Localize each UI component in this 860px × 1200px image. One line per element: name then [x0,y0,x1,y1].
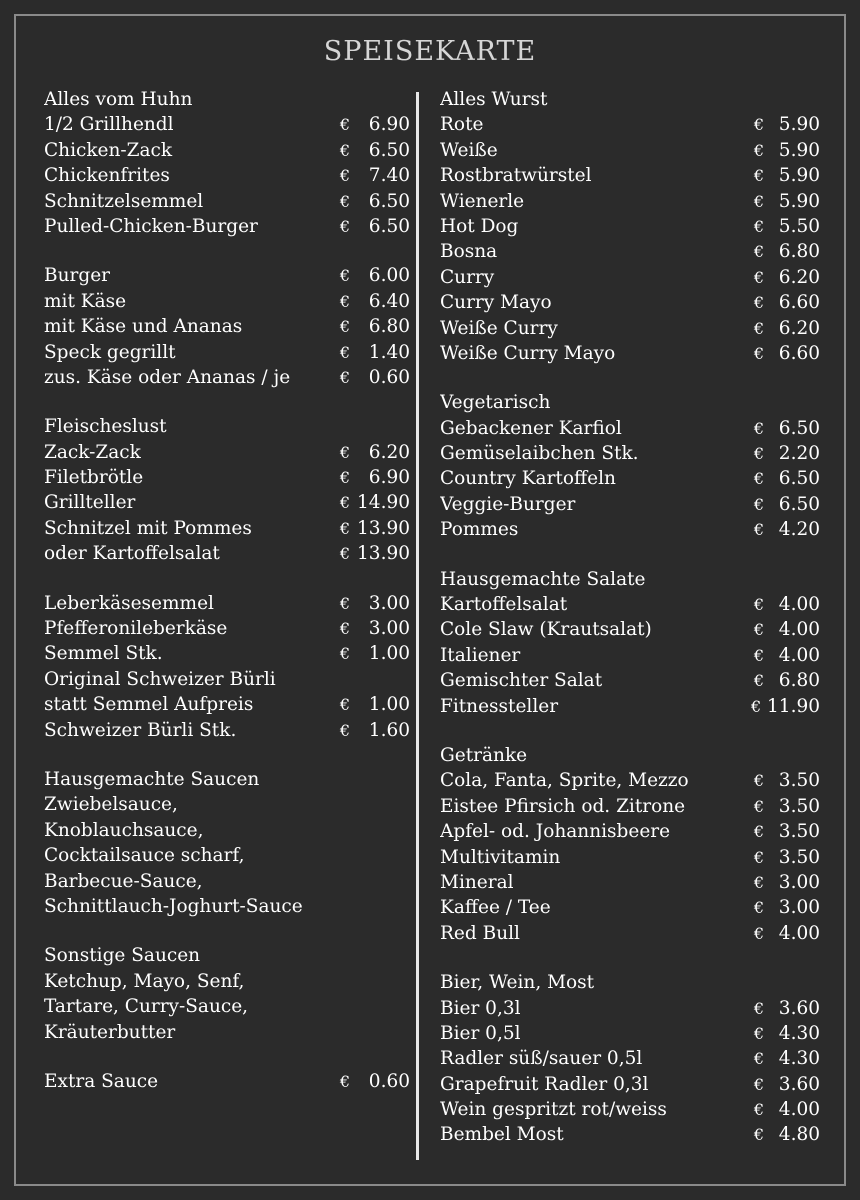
menu-item-name: Grapefruit Radler 0,3l [440,1073,649,1095]
section-heading-label: Fleischeslust [44,416,167,438]
menu-item [44,465,410,490]
menu-item-price: 11.90 [767,695,820,717]
menu-item-name: Gemüselaibchen Stk. [440,443,639,465]
section-heading [440,567,820,592]
currency-symbol: € [753,645,765,665]
menu-section [440,87,820,366]
section-heading [44,414,410,439]
currency-symbol: € [339,468,351,488]
section-heading-label: Getränke [440,744,528,766]
menu-item-price: 1.00 [368,643,410,665]
menu-item [440,1122,820,1147]
menu-item-price: 4.80 [778,1124,820,1146]
menu-item-name: Filetbrötle [44,467,144,489]
menu-item-name: Pommes [440,519,519,541]
currency-symbol: € [753,872,765,892]
menu-item-name: Radler süß/sauer 0,5l [440,1048,643,1070]
section-heading [44,943,410,968]
menu-item [44,490,410,515]
currency-symbol: € [753,1049,765,1069]
menu-item-name: Speck gegrillt [44,341,176,363]
menu-item-price: 4.00 [778,619,820,641]
menu-item [440,1021,820,1046]
currency-symbol: € [753,595,765,615]
menu-section [44,87,410,239]
menu-item [44,214,410,239]
currency-symbol: € [753,216,765,236]
currency-symbol: € [339,695,351,715]
menu-item-name: Wienerle [440,190,525,212]
menu-item-price: 3.50 [778,846,820,868]
currency-symbol: € [339,544,351,564]
menu-item [440,112,820,137]
menu-item-price: 6.50 [368,139,410,161]
menu-item [44,365,410,390]
menu-item-price: 0.60 [368,366,410,388]
menu-item [440,768,820,793]
menu-section [44,263,410,390]
menu-item-price: 6.50 [778,493,820,515]
menu-item-name: statt Semmel Aufpreis [44,694,254,716]
currency-symbol: € [753,796,765,816]
currency-symbol: € [339,342,351,362]
menu-item [440,870,820,895]
menu-item [440,163,820,188]
currency-symbol: € [753,140,765,160]
menu-item [440,341,820,366]
currency-symbol: € [339,115,351,135]
menu-item-price: 6.60 [778,342,820,364]
menu-item-price: 5.90 [778,190,820,212]
currency-symbol: € [753,1074,765,1094]
section-gap [440,543,820,567]
section-heading [44,263,410,288]
menu-item [440,921,820,946]
menu-item-price: 3.50 [778,821,820,843]
menu-item [44,994,410,1019]
menu-item [440,794,820,819]
menu-item [440,617,820,642]
menu-item-name: Schnittlauch-Joghurt-Sauce [44,895,303,917]
menu-item-name: Barbecue-Sauce, [44,870,203,892]
section-heading-label: Burger [44,265,110,287]
currency-symbol: € [339,442,351,462]
menu-item-price: 1.60 [368,719,410,741]
menu-item-name: Cole Slaw (Krautsalat) [440,619,652,641]
menu-item [44,818,410,843]
section-gap [44,567,410,591]
menu-section [440,390,820,542]
menu-item-price: 3.50 [778,795,820,817]
currency-symbol: € [753,520,765,540]
currency-symbol: € [753,418,765,438]
currency-symbol: € [339,720,351,740]
menu-item-price: 1.00 [368,694,410,716]
section-gap [44,1045,410,1069]
section-heading [440,87,820,112]
menu-item [44,692,410,717]
menu-item [440,996,820,1021]
menu-section [440,743,820,946]
currency-symbol: € [339,619,351,639]
menu-item-name: Cocktailsauce scharf, [44,845,245,867]
menu-item-price: 6.50 [778,417,820,439]
menu-item-name: Kräuterbutter [44,1021,176,1043]
menu-item [44,138,410,163]
currency-symbol: € [753,1100,765,1120]
menu-item-price: 5.90 [778,139,820,161]
menu-item-name: Schnitzel mit Pommes [44,517,252,539]
currency-symbol: € [753,898,765,918]
menu-item-name: Leberkäsesemmel [44,592,214,614]
menu-item [44,616,410,641]
menu-section [440,970,820,1148]
menu-item [440,517,820,542]
menu-item-price: 6.80 [778,241,820,263]
menu-item-price: 6.90 [368,114,410,136]
menu-item [44,969,410,994]
menu-item-name: Chickenfrites [44,165,170,187]
menu-item-name: Veggie-Burger [440,493,576,515]
menu-item [44,516,410,541]
menu-item-name: mit Käse [44,290,127,312]
currency-symbol: € [339,1071,351,1091]
menu-item-price: 14.90 [357,492,410,514]
section-heading-price: 6.00 [368,265,410,287]
menu-item [44,1020,410,1045]
menu-item-price: 5.90 [778,165,820,187]
menu-item-name: Rote [440,114,484,136]
currency-symbol: € [753,444,765,464]
menu-item [44,641,410,666]
menu-item-price: 6.50 [368,215,410,237]
section-gap [44,390,410,414]
menu-item-name: Tartare, Curry-Sauce, [44,996,249,1018]
currency-symbol: € [339,317,351,337]
menu-item-name: Weiße [440,139,498,161]
menu-item-price: 3.00 [368,592,410,614]
menu-item-price: 3.60 [778,997,820,1019]
menu-item-name: Weiße Curry [440,317,558,339]
currency-symbol: € [753,1125,765,1145]
currency-symbol: € [339,493,351,513]
currency-symbol: € [753,822,765,842]
menu-item [44,843,410,868]
menu-item-price: 6.80 [368,316,410,338]
menu-item [44,718,410,743]
menu-item [440,895,820,920]
menu-item [440,1046,820,1071]
currency-symbol: € [753,166,765,186]
section-gap [440,366,820,390]
currency-symbol: € [339,140,351,160]
currency-symbol: € [753,469,765,489]
menu-item [440,239,820,264]
column-divider [416,92,419,1160]
menu-item-name: Gebackener Karfiol [440,417,622,439]
menu-item-name: Mineral [440,871,514,893]
menu-item [44,289,410,314]
menu-item-price: 4.30 [778,1022,820,1044]
menu-item [44,667,410,692]
menu-item-price: 6.20 [778,266,820,288]
menu-item-name: Pfefferonileberkäse [44,618,228,640]
menu-item-name: Grillteller [44,492,136,514]
menu-item-name: Cola, Fanta, Sprite, Mezzo [440,770,689,792]
menu-item-name: Hot Dog [440,215,519,237]
menu-item [440,138,820,163]
currency-symbol: € [753,847,765,867]
menu-item-price: 4.00 [778,922,820,944]
section-heading [440,743,820,768]
section-heading-label: Hausgemachte Salate [440,568,646,590]
menu-item-price: 1.40 [368,341,410,363]
menu-item-price: 4.00 [778,1099,820,1121]
menu-title: SPEISEKARTE [323,36,537,67]
currency-symbol: € [753,998,765,1018]
menu-item-name: mit Käse und Ananas [44,316,243,338]
menu-item-price: 6.20 [368,441,410,463]
menu-item-name: Zwiebelsauce, [44,794,178,816]
menu-item-name: Wein gespritzt rot/weiss [440,1099,667,1121]
menu-item [44,792,410,817]
menu-item-name: Country Kartoffeln [440,468,616,490]
currency-symbol: € [753,923,765,943]
menu-item [440,819,820,844]
menu-item-price: 6.50 [778,468,820,490]
menu-item-price: 3.00 [778,897,820,919]
menu-item [440,441,820,466]
menu-item-name: Apfel- od. Johannisbeere [440,821,671,843]
menu-item [44,869,410,894]
menu-item-name: Bosna [440,241,498,263]
currency-symbol: € [753,343,765,363]
section-heading [44,767,410,792]
menu-section [44,767,410,919]
currency-symbol: € [339,644,351,664]
menu-item-price: 2.20 [778,443,820,465]
section-gap [44,919,410,943]
menu-item [44,189,410,214]
menu-item-price: 4.30 [778,1048,820,1070]
menu-item [44,314,410,339]
menu-item-name: Original Schweizer Bürli [44,668,276,690]
menu-item-price: 6.50 [368,190,410,212]
menu-section [44,943,410,1045]
left-column [44,87,410,1094]
menu-item-name: Pulled-Chicken-Burger [44,215,258,237]
menu-item-price: 7.40 [368,165,410,187]
menu-item-name: Schnitzelsemmel [44,190,204,212]
menu-item [44,440,410,465]
section-heading-label: Bier, Wein, Most [440,972,595,994]
section-heading-label: Hausgemachte Saucen [44,768,260,790]
menu-item [44,591,410,616]
menu-item-price: 3.00 [368,618,410,640]
menu-item-name: Bier 0,5l [440,1022,521,1044]
currency-symbol: € [753,115,765,135]
currency-symbol: € [339,518,351,538]
menu-item-price: 6.80 [778,670,820,692]
menu-item [440,214,820,239]
currency-symbol: € [753,242,765,262]
section-gap [44,743,410,767]
currency-symbol: € [339,216,351,236]
section-heading-label: Alles vom Huhn [44,89,193,110]
menu-item [44,541,410,566]
currency-symbol: € [753,771,765,791]
section-heading [44,87,410,112]
menu-item-name: Schweizer Bürli Stk. [44,719,237,741]
menu-item-name: Rostbratwürstel [440,165,592,187]
menu-item [440,694,820,719]
section-gap [440,946,820,970]
currency-symbol: € [339,291,351,311]
currency-symbol: € [753,494,765,514]
menu-item-price: 3.60 [778,1073,820,1095]
menu-item-name: Red Bull [440,922,520,944]
menu-item-name: zus. Käse oder Ananas / je [44,366,291,388]
currency-symbol: € [339,166,351,186]
menu-item [440,668,820,693]
right-column [440,87,820,1148]
currency-symbol: € [753,293,765,313]
menu-item-price: 5.90 [778,114,820,136]
menu-item-price: 13.90 [357,517,410,539]
menu-item-name: Semmel Stk. [44,643,163,665]
menu-section [440,567,820,719]
menu-section [44,1069,410,1094]
menu-item-price: 5.50 [778,215,820,237]
menu-item-name: Curry Mayo [440,292,552,314]
menu-item [440,845,820,870]
menu-item-price: 6.40 [368,290,410,312]
section-gap [440,719,820,743]
menu-item [440,1097,820,1122]
menu-item [440,416,820,441]
menu-item-price: 6.90 [368,467,410,489]
menu-item [440,316,820,341]
currency-symbol: € [339,266,351,286]
menu-item [440,643,820,668]
currency-symbol: € [753,671,765,691]
currency-symbol: € [339,191,351,211]
menu-item [44,112,410,137]
section-gap [44,239,410,263]
currency-symbol: € [753,318,765,338]
menu-item [440,592,820,617]
menu-item-name: Zack-Zack [44,441,141,463]
menu-item-price: 6.60 [778,292,820,314]
menu-item-name: Knoblauchsauce, [44,819,204,841]
menu-section [44,414,410,566]
menu-item-price: 0.60 [368,1070,410,1092]
section-heading [440,390,820,415]
menu-item-name: Kartoffelsalat [440,594,568,616]
menu-item-price: 13.90 [357,543,410,565]
currency-symbol: € [753,191,765,211]
menu-item [440,466,820,491]
menu-item-name: Italiener [440,644,521,666]
menu-item [44,163,410,188]
currency-symbol: € [750,696,762,716]
menu-item-price: 4.20 [778,519,820,541]
menu-item-price: 6.20 [778,317,820,339]
menu-item [440,290,820,315]
menu-item-name: Eistee Pfirsich od. Zitrone [440,795,686,817]
currency-symbol: € [339,367,351,387]
currency-symbol: € [753,267,765,287]
menu-item-name: Weiße Curry Mayo [440,342,616,364]
menu-item-name: Extra Sauce [44,1070,159,1092]
menu-item-name: Gemischter Salat [440,670,603,692]
menu-item-name: Curry [440,266,495,288]
section-heading-label: Alles Wurst [440,89,548,110]
menu-item [440,265,820,290]
menu-item [440,492,820,517]
menu-item-name: Multivitamin [440,846,561,868]
menu-item-name: Ketchup, Mayo, Senf, [44,970,245,992]
section-heading-label: Sonstige Saucen [44,945,201,967]
menu-item-name: Bembel Most [440,1124,564,1146]
currency-symbol: € [753,620,765,640]
section-heading [440,970,820,995]
currency-symbol: € [753,1023,765,1043]
menu-item-name: Fitnessteller [440,695,559,717]
menu-item-name: Kaffee / Tee [440,897,551,919]
menu-item-price: 3.50 [778,770,820,792]
currency-symbol: € [339,593,351,613]
menu-section [44,591,410,743]
menu-item [44,340,410,365]
menu-item [440,189,820,214]
menu-item-price: 4.00 [778,644,820,666]
menu-item-name: Chicken-Zack [44,139,173,161]
section-heading-label: Vegetarisch [440,392,551,414]
menu-item [440,1072,820,1097]
menu-item [44,1069,410,1094]
menu-item-name: oder Kartoffelsalat [44,543,220,565]
menu-item-name: Bier 0,3l [440,997,521,1019]
menu-item-name: 1/2 Grillhendl [44,114,174,136]
menu-item-price: 3.00 [778,871,820,893]
menu-item-price: 4.00 [778,594,820,616]
menu-item [44,894,410,919]
